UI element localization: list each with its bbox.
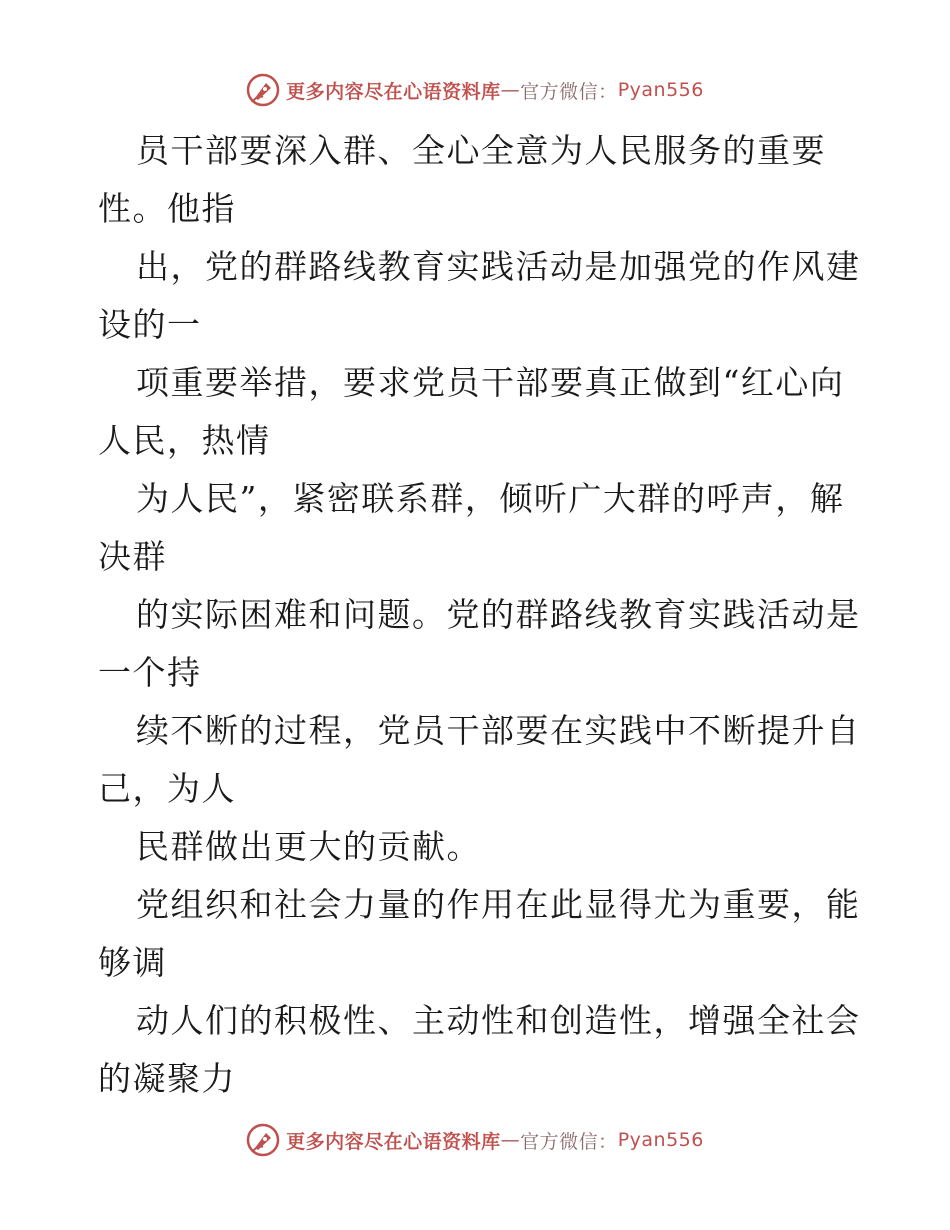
header-wechat-label: 官方微信： [520,80,618,103]
body-line: 的实际困难和问题。党的群路线教育实践活动是 [136,595,861,634]
body-line: 为人民”，紧密联系群，倾听广大群的呼声，解 [136,479,845,518]
body-line: 党组织和社会力量的作用在此显得尤为重要，能 [136,885,861,924]
body-line: 续不断的过程，党员干部要在实践中不断提升自 [136,711,861,750]
body-line: 人民，热情 [98,421,271,460]
header-wechat-id: Pyan556 [617,79,704,101]
pen-nib-logo-icon [246,1123,280,1157]
body-line: 一个持 [98,653,202,692]
footer-banner [0,1120,950,1160]
body-line: 设的一 [98,305,202,344]
header-banner [0,70,950,110]
body-line: 己，为人 [98,769,236,808]
header-brand-text: 更多内容尽在心语资料库 [286,80,501,103]
body-line: 性。他指 [98,189,236,228]
body-line: 员干部要深入群、全心全意为人民服务的重要 [136,131,826,170]
document-body [98,122,861,1108]
footer-wechat-id: Pyan556 [617,1129,704,1151]
footer-brand-text: 更多内容尽在心语资料库 [286,1130,501,1153]
body-line: 动人们的积极性、主动性和创造性，增强全社会 [136,1001,861,1040]
pen-nib-logo-icon [246,73,280,107]
footer-separator: — [500,1129,521,1151]
body-line: 够调 [98,943,167,982]
body-line: 决群 [98,537,167,576]
body-line: 民群做出更大的贡献。 [136,827,481,866]
header-separator: — [500,79,521,101]
body-line: 项重要举措，要求党员干部要真正做到“红心向 [136,363,845,402]
body-line: 出，党的群路线教育实践活动是加强党的作风建 [136,247,861,286]
body-line: 的凝聚力 [98,1059,236,1098]
footer-wechat-label: 官方微信： [520,1130,618,1153]
